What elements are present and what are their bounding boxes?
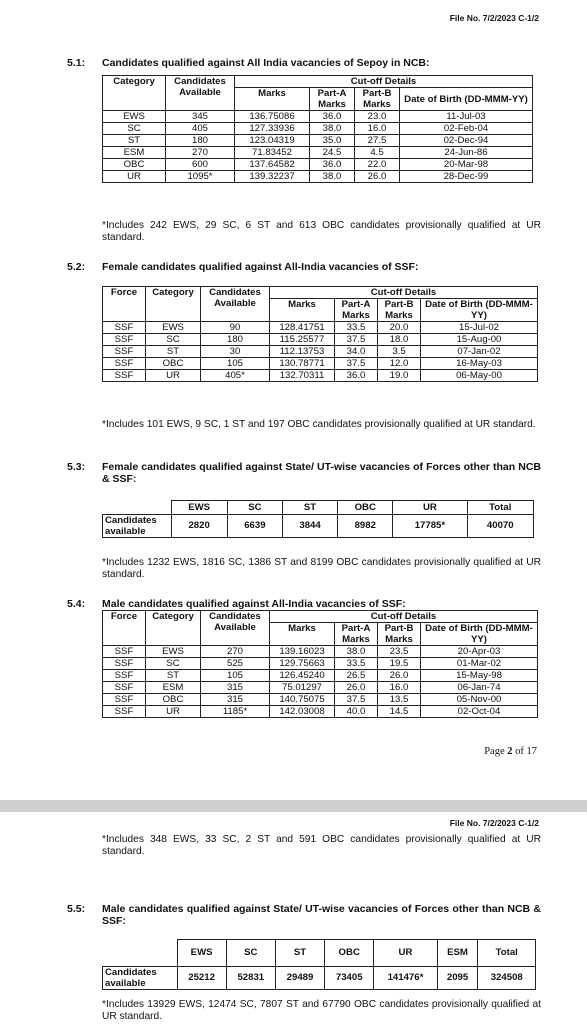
table-cell: 02-Dec-94 [400, 135, 533, 147]
col-header: ST [282, 501, 337, 515]
col-header: Force [103, 611, 146, 646]
page-separator [0, 800, 587, 812]
table-cell: 180 [166, 135, 235, 147]
table-cell: OBC [146, 358, 201, 370]
col-header: SC [226, 940, 275, 967]
table-cell: SC [146, 334, 201, 346]
table-cell: 26.0 [335, 682, 378, 694]
table-body [103, 322, 538, 382]
table-cell: 1185* [201, 706, 270, 718]
section-number: 5.4: [67, 598, 86, 610]
table-row [103, 706, 538, 718]
table-cell: 29489 [275, 966, 324, 989]
table-cell: 16.0 [355, 123, 400, 135]
col-header: UR [393, 501, 467, 515]
table-cell: 06-May-00 [421, 370, 538, 382]
table-row [103, 370, 538, 382]
section-title: Male candidates qualified against State/ UT-wise vacancies of Forces other than NCB & SSF: [102, 903, 541, 927]
table-cell: OBC [103, 159, 166, 171]
table-cell: 140.75075 [270, 694, 335, 706]
footnote: *Includes 1232 EWS, 1816 SC, 1386 ST and 8199 OBC candidates provisionally qualified at UR standard. [102, 557, 541, 580]
col-header: ESM [437, 940, 478, 967]
document-page-2 [0, 812, 587, 1024]
table-cell: 30 [201, 346, 270, 358]
table-cell: 35.0 [310, 135, 355, 147]
table-cell: 20.0 [378, 322, 421, 334]
col-header: Total [467, 501, 533, 515]
table-cell: 36.0 [310, 111, 355, 123]
table-row [103, 670, 538, 682]
table-cell: 07-Jan-02 [421, 346, 538, 358]
table-cell: 3.5 [378, 346, 421, 358]
table-cell: EWS [146, 322, 201, 334]
table-row [103, 159, 533, 171]
section-5-2-heading [67, 261, 541, 273]
table-cell: 24-Jun-86 [400, 147, 533, 159]
table-cell: 27.5 [355, 135, 400, 147]
file-number: File No. 7/2/2023 C-1/2 [449, 818, 539, 828]
col-header: EWS [171, 501, 227, 515]
table-row [103, 135, 533, 147]
table-cell: 33.5 [335, 322, 378, 334]
table-cell: 20-Apr-03 [421, 646, 538, 658]
table-cell: 2095 [437, 966, 478, 989]
page-total: 17 [526, 746, 537, 757]
table-cell: SSF [103, 706, 146, 718]
table-cell: 14.5 [378, 706, 421, 718]
table-row [103, 111, 533, 123]
table-cell: 37.5 [335, 694, 378, 706]
table-cell: 19.0 [378, 370, 421, 382]
section-title: Female candidates qualified against State/ UT-wise vacancies of Forces other than NCB & SSF: [102, 461, 541, 485]
table-cell: 2820 [171, 514, 227, 537]
table-cell: 20-Mar-98 [400, 159, 533, 171]
table-cell: SSF [103, 358, 146, 370]
section-number: 5.3: [67, 461, 86, 473]
table-cell: 23.0 [355, 111, 400, 123]
table-cell: SSF [103, 658, 146, 670]
col-header: OBC [338, 501, 393, 515]
table-row [103, 346, 538, 358]
table-cell: 02-Feb-04 [400, 123, 533, 135]
table-cell: 123.04319 [235, 135, 310, 147]
table-row [103, 322, 538, 334]
empty-cell [103, 501, 172, 515]
col-header: Marks [270, 299, 335, 322]
table-cell: 128.41751 [270, 322, 335, 334]
table-cell: 6639 [227, 514, 282, 537]
row-label: Candidates available [103, 966, 178, 989]
table-cell: 324508 [478, 966, 536, 989]
table-cell: 180 [201, 334, 270, 346]
table-cell: ST [146, 346, 201, 358]
page-label: Page [484, 746, 505, 757]
table-5-3 [102, 500, 534, 538]
table-cell: 3844 [282, 514, 337, 537]
table-5-5 [102, 939, 536, 990]
page-of: of [515, 746, 524, 757]
col-header: Part-B Marks [355, 88, 400, 111]
table-cell: ST [146, 670, 201, 682]
col-header: Candidates Available [201, 611, 270, 646]
col-header: Part-A Marks [310, 88, 355, 111]
table-cell: 17785* [393, 514, 467, 537]
table-cell: 129.75663 [270, 658, 335, 670]
col-header: Part-A Marks [335, 623, 378, 646]
col-header: Date of Birth (DD-MMM-YY) [421, 299, 538, 322]
table-row [103, 358, 538, 370]
section-number: 5.5: [67, 903, 86, 915]
table-cell: 36.0 [335, 370, 378, 382]
table-cell: ESM [103, 147, 166, 159]
table-cell: 12.0 [378, 358, 421, 370]
table-cell: 01-Mar-02 [421, 658, 538, 670]
col-header: Candidates Available [166, 76, 235, 111]
table-cell: 15-Jul-02 [421, 322, 538, 334]
table-cell: 130.78771 [270, 358, 335, 370]
table-row [103, 646, 538, 658]
table-cell: 05-Nov-00 [421, 694, 538, 706]
section-title: Candidates qualified against All India vacancies of Sepoy in NCB: [102, 57, 430, 69]
table-cell: 4.5 [355, 147, 400, 159]
table-cell: 22.0 [355, 159, 400, 171]
table-cell: 141476* [374, 966, 437, 989]
table-cell: 105 [201, 358, 270, 370]
table-cell: 525 [201, 658, 270, 670]
file-number: File No. 7/2/2023 C-1/2 [449, 13, 539, 23]
empty-cell [103, 940, 178, 967]
table-cell: ST [103, 135, 166, 147]
table-cell: SSF [103, 694, 146, 706]
table-cell: 600 [166, 159, 235, 171]
footnote: *Includes 348 EWS, 33 SC, 2 ST and 591 OBC candidates provisionally qualified at UR standard. [102, 834, 541, 857]
section-5-1-heading [67, 57, 541, 69]
table-cell: 105 [201, 670, 270, 682]
table-cell: SSF [103, 682, 146, 694]
table-cell: SSF [103, 346, 146, 358]
table-cell: 137.64582 [235, 159, 310, 171]
table-cell: 02-Oct-04 [421, 706, 538, 718]
table-cell: 405 [166, 123, 235, 135]
table-cell: 26.5 [335, 670, 378, 682]
table-cell: 139.32237 [235, 171, 310, 183]
col-header: Force [103, 287, 146, 322]
table-row [103, 171, 533, 183]
col-header: Cut-off Details [235, 76, 533, 88]
table-cell: 315 [201, 682, 270, 694]
table-cell: 315 [201, 694, 270, 706]
table-cell: 36.0 [310, 159, 355, 171]
table-cell: 139.16023 [270, 646, 335, 658]
table-row [103, 658, 538, 670]
table-cell: SSF [103, 370, 146, 382]
table-cell: OBC [146, 694, 201, 706]
table-cell: SSF [103, 322, 146, 334]
col-header: Marks [270, 623, 335, 646]
table-row [103, 147, 533, 159]
col-header: SC [227, 501, 282, 515]
table-cell: 132.70311 [270, 370, 335, 382]
table-cell: 126.45240 [270, 670, 335, 682]
col-header: EWS [177, 940, 226, 967]
col-header: Date of Birth (DD-MMM-YY) [400, 88, 533, 111]
col-header: Category [146, 287, 201, 322]
table-cell: EWS [103, 111, 166, 123]
table-5-2 [102, 286, 538, 382]
page-number [484, 746, 537, 757]
section-5-5-heading [67, 903, 541, 927]
table-cell: EWS [146, 646, 201, 658]
table-row [103, 694, 538, 706]
col-header: Cut-off Details [270, 287, 538, 299]
col-header: ST [275, 940, 324, 967]
table-cell: 8982 [338, 514, 393, 537]
table-cell: 90 [201, 322, 270, 334]
table-cell: 75.01297 [270, 682, 335, 694]
table-cell: 16.0 [378, 682, 421, 694]
table-cell: 52831 [226, 966, 275, 989]
table-cell: 1095* [166, 171, 235, 183]
table-row [103, 123, 533, 135]
table-cell: 28-Dec-99 [400, 171, 533, 183]
table-5-4 [102, 610, 538, 718]
section-title: Male candidates qualified against All-India vacancies of SSF: [102, 598, 406, 610]
table-cell: 38.0 [310, 171, 355, 183]
table-cell: 142.03008 [270, 706, 335, 718]
table-cell: 18.0 [378, 334, 421, 346]
table-cell: 26.0 [355, 171, 400, 183]
row-label: Candidates available [103, 514, 172, 537]
col-header: UR [374, 940, 437, 967]
table-cell: 26.0 [378, 670, 421, 682]
table-cell: UR [146, 370, 201, 382]
table-cell: 24.5 [310, 147, 355, 159]
col-header: Part-B Marks [378, 623, 421, 646]
table-cell: 37.5 [335, 358, 378, 370]
table-cell: ESM [146, 682, 201, 694]
table-cell: 38.0 [335, 646, 378, 658]
table-cell: SC [103, 123, 166, 135]
table-cell: 15-May-98 [421, 670, 538, 682]
table-cell: SC [146, 658, 201, 670]
table-cell: 38.0 [310, 123, 355, 135]
col-header: Category [103, 76, 166, 111]
page-current: 2 [507, 746, 513, 757]
table-cell: 40.0 [335, 706, 378, 718]
table-cell: 11-Jul-03 [400, 111, 533, 123]
table-cell: 136.75086 [235, 111, 310, 123]
table-cell: 25212 [177, 966, 226, 989]
table-cell: SSF [103, 646, 146, 658]
table-row [103, 682, 538, 694]
section-number: 5.1: [67, 57, 86, 69]
table-cell: 127.33936 [235, 123, 310, 135]
table-cell: 06-Jan-74 [421, 682, 538, 694]
table-cell: SSF [103, 670, 146, 682]
col-header: Marks [235, 88, 310, 111]
table-body [103, 646, 538, 718]
table-cell: 15-Aug-00 [421, 334, 538, 346]
section-5-3-heading [67, 461, 541, 485]
section-number: 5.2: [67, 261, 86, 273]
col-header: Part-B Marks [378, 299, 421, 322]
footnote: *Includes 242 EWS, 29 SC, 6 ST and 613 OBC candidates provisionally qualified at UR standard. [102, 220, 541, 243]
col-header: Cut-off Details [270, 611, 538, 623]
col-header: Category [146, 611, 201, 646]
table-row [103, 334, 538, 346]
table-cell: 405* [201, 370, 270, 382]
table-cell: 345 [166, 111, 235, 123]
col-header: OBC [325, 940, 374, 967]
table-cell: 270 [201, 646, 270, 658]
col-header: Total [478, 940, 536, 967]
footnote: *Includes 13929 EWS, 12474 SC, 7807 ST and 67790 OBC candidates provisionally qualified at UR standard. [102, 999, 541, 1022]
table-cell: 40070 [467, 514, 533, 537]
table-5-1 [102, 75, 533, 183]
col-header: Part-A Marks [335, 299, 378, 322]
table-body [103, 111, 533, 183]
table-cell: 37.5 [335, 334, 378, 346]
table-cell: 34.0 [335, 346, 378, 358]
table-cell: UR [103, 171, 166, 183]
table-cell: SSF [103, 334, 146, 346]
table-cell: 23.5 [378, 646, 421, 658]
table-cell: 16-May-03 [421, 358, 538, 370]
table-cell: 13.5 [378, 694, 421, 706]
table-cell: 73405 [325, 966, 374, 989]
section-title: Female candidates qualified against All-India vacancies of SSF: [102, 261, 419, 273]
footnote: *Includes 101 EWS, 9 SC, 1 ST and 197 OBC candidates provisionally qualified at UR standard. [102, 419, 536, 430]
table-cell: 270 [166, 147, 235, 159]
table-cell: 112.13753 [270, 346, 335, 358]
table-cell: 33.5 [335, 658, 378, 670]
table-cell: UR [146, 706, 201, 718]
col-header: Candidates Available [201, 287, 270, 322]
col-header: Date of Birth (DD-MMM-YY) [421, 623, 538, 646]
table-cell: 115.25577 [270, 334, 335, 346]
table-cell: 71.83452 [235, 147, 310, 159]
section-5-4-heading [67, 598, 541, 610]
table-cell: 19.5 [378, 658, 421, 670]
